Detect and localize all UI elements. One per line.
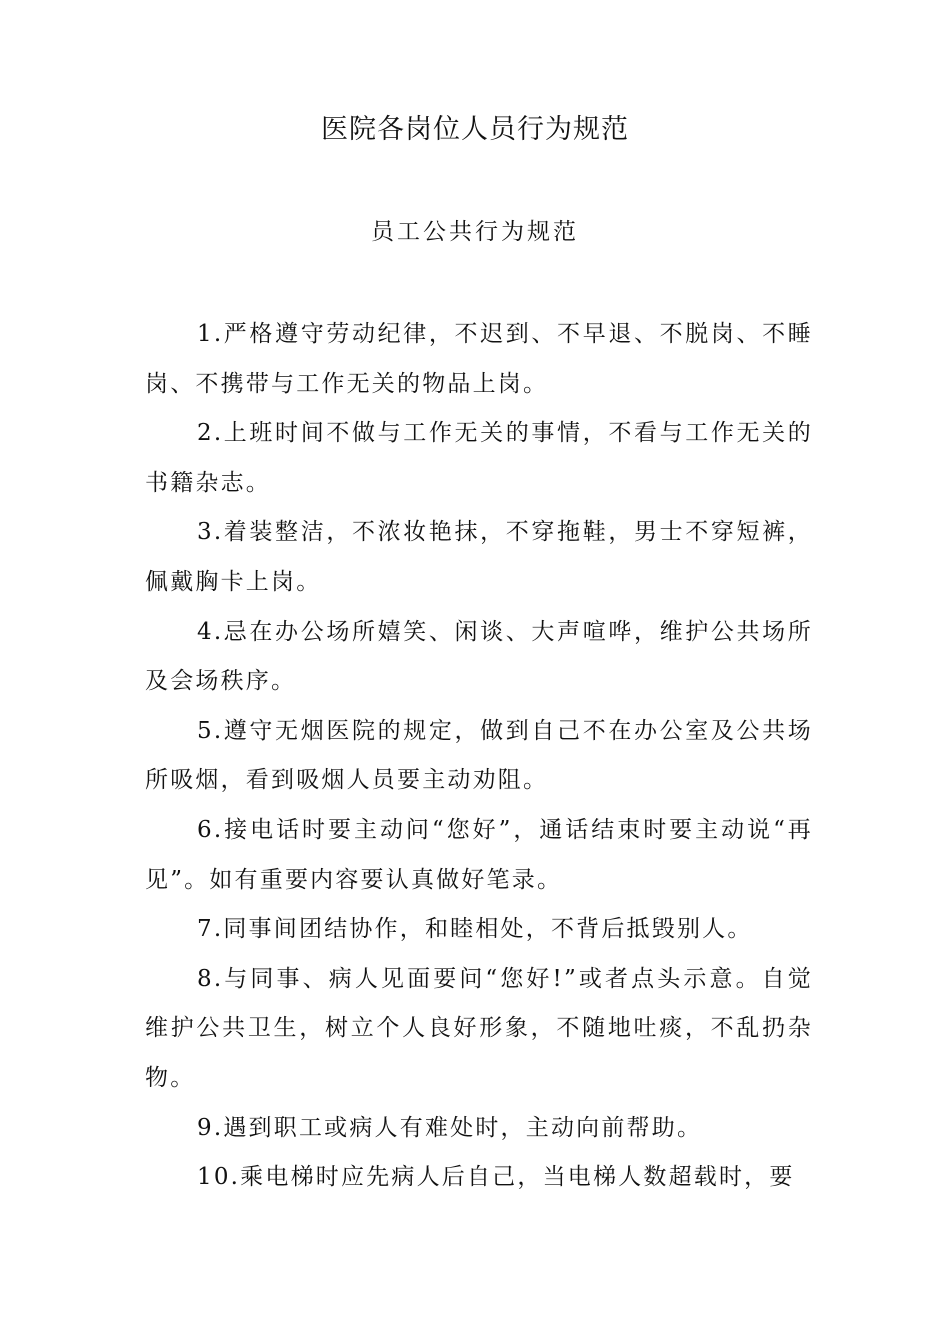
document-title: 医院各岗位人员行为规范 [321,114,629,145]
rule-paragraph-7: 7.同事间团结协作，和睦相处，不背后抵毁别人。 [197,916,753,943]
rule-paragraph-3: 3.着装整洁，不浓妆艳抹，不穿拖鞋，男士不穿短裤，佩戴胸卡上岗。 [145,519,813,595]
rule-paragraph-1: 1.严格遵守劳动纪律，不迟到、不早退、不脱岗、不睡岗、不携带与工作无关的物品上岗。 [145,321,813,397]
rule-paragraph-6: 6.接电话时要主动问“您好”，通话结束时要主动说“再见”。如有重要内容要认真做好笔录。 [145,816,813,893]
rule-paragraph-2: 2.上班时间不做与工作无关的事情，不看与工作无关的书籍杂志。 [145,420,813,496]
rule-paragraph-10: 10.乘电梯时应先病人后自己，当电梯人数超载时，要 [197,1164,795,1191]
rule-paragraph-5: 5.遵守无烟医院的规定，做到自己不在办公室及公共场所吸烟，看到吸烟人员要主动劝阻。 [145,717,813,794]
rule-paragraph-4: 4.忌在办公场所嬉笑、闲谈、大声喧哗，维护公共场所及会场秩序。 [145,618,813,695]
section-subtitle: 员工公共行为规范 [371,219,579,245]
rule-paragraph-8: 8.与同事、病人见面要问“您好!”或者点头示意。自觉维护公共卫生，树立个人良好形象，不随地吐痰，不乱扔杂物。 [145,965,813,1091]
document-body [145,310,813,1203]
rule-paragraph-9: 9.遇到职工或病人有难处时，主动向前帮助。 [197,1114,703,1141]
